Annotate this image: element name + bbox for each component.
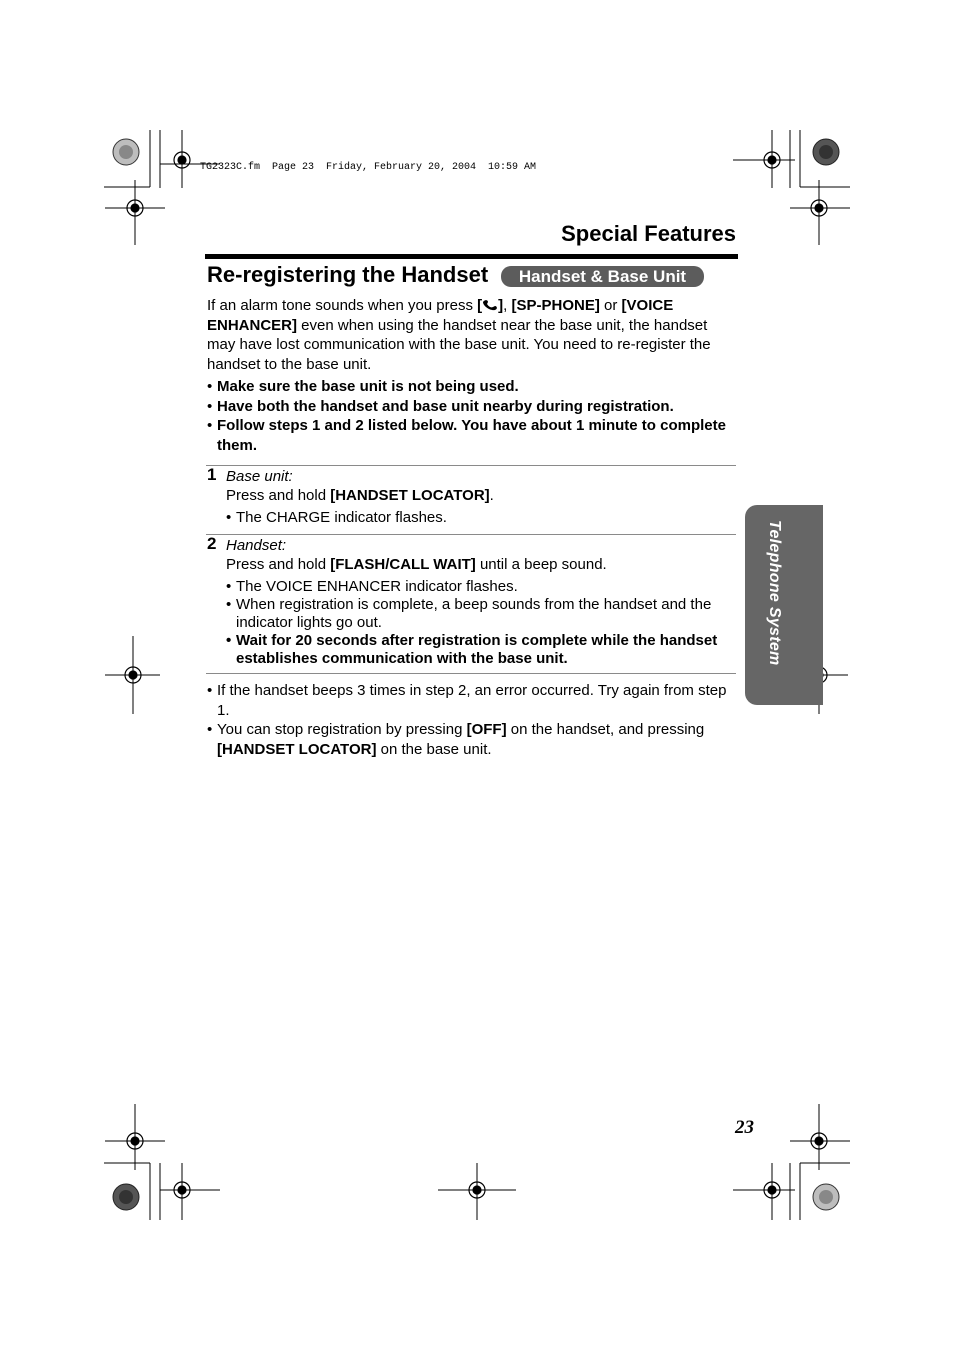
- step-label: Base unit:: [226, 468, 293, 485]
- list-item: • The VOICE ENHANCER indicator flashes.: [226, 578, 518, 595]
- footnotes: [207, 681, 737, 759]
- applies-to-badge: Handset & Base Unit: [501, 266, 704, 287]
- step-divider: [206, 534, 736, 535]
- step-number: 2: [207, 534, 217, 553]
- page-number: 23: [735, 1117, 754, 1138]
- step-instruction: Press and hold [FLASH/CALL WAIT] until a beep sound.: [226, 556, 607, 573]
- intro-paragraph: If an alarm tone sounds when you press [ ], [SP-PHONE] or [VOICE ENHANCER] even when using the handset near the base unit, the handset may have lost communication with the base unit. You need to re-register the handset to the base unit.: [207, 297, 711, 373]
- list-item: • If the handset beeps 3 times in step 2, an error occurred. Try again from step 1.: [207, 682, 727, 719]
- prerequisite-list: [207, 377, 737, 455]
- chapter-side-tab-label: Telephone System: [766, 520, 783, 666]
- step-divider: [206, 673, 736, 674]
- list-item: • The CHARGE indicator flashes.: [226, 509, 447, 526]
- list-item: • Make sure the base unit is not being used.: [207, 378, 519, 395]
- heading-rule: [205, 254, 738, 259]
- step-number: 1: [207, 465, 217, 484]
- list-item: • Have both the handset and base unit nearby during registration.: [207, 397, 674, 415]
- file-header-line: TG2323C.fm Page 23 Friday, February 20, 2004 10:59 AM: [200, 162, 537, 173]
- list-item: • You can stop registration by pressing [OFF] on the handset, and pressing [HANDSET LOCATOR] on the base unit.: [207, 721, 705, 758]
- list-item: • When registration is complete, a beep sounds from the handset and the indicator lights go out.: [226, 596, 712, 631]
- step-notes: [226, 578, 726, 668]
- step-notes: [226, 509, 726, 527]
- chapter-side-tab: [745, 505, 823, 705]
- step-label: Handset:: [226, 537, 287, 554]
- talk-phone-icon: [482, 299, 498, 311]
- list-item: • Follow steps 1 and 2 listed below. You have about 1 minute to complete them.: [207, 417, 726, 454]
- section-title: Special Features: [561, 221, 736, 246]
- step-instruction: Press and hold [HANDSET LOCATOR].: [226, 487, 494, 504]
- list-item: • Wait for 20 seconds after registration is complete while the handset establishes communication with the base unit.: [226, 632, 718, 667]
- page-title: Re-registering the Handset: [207, 262, 489, 287]
- step-divider: [206, 465, 736, 466]
